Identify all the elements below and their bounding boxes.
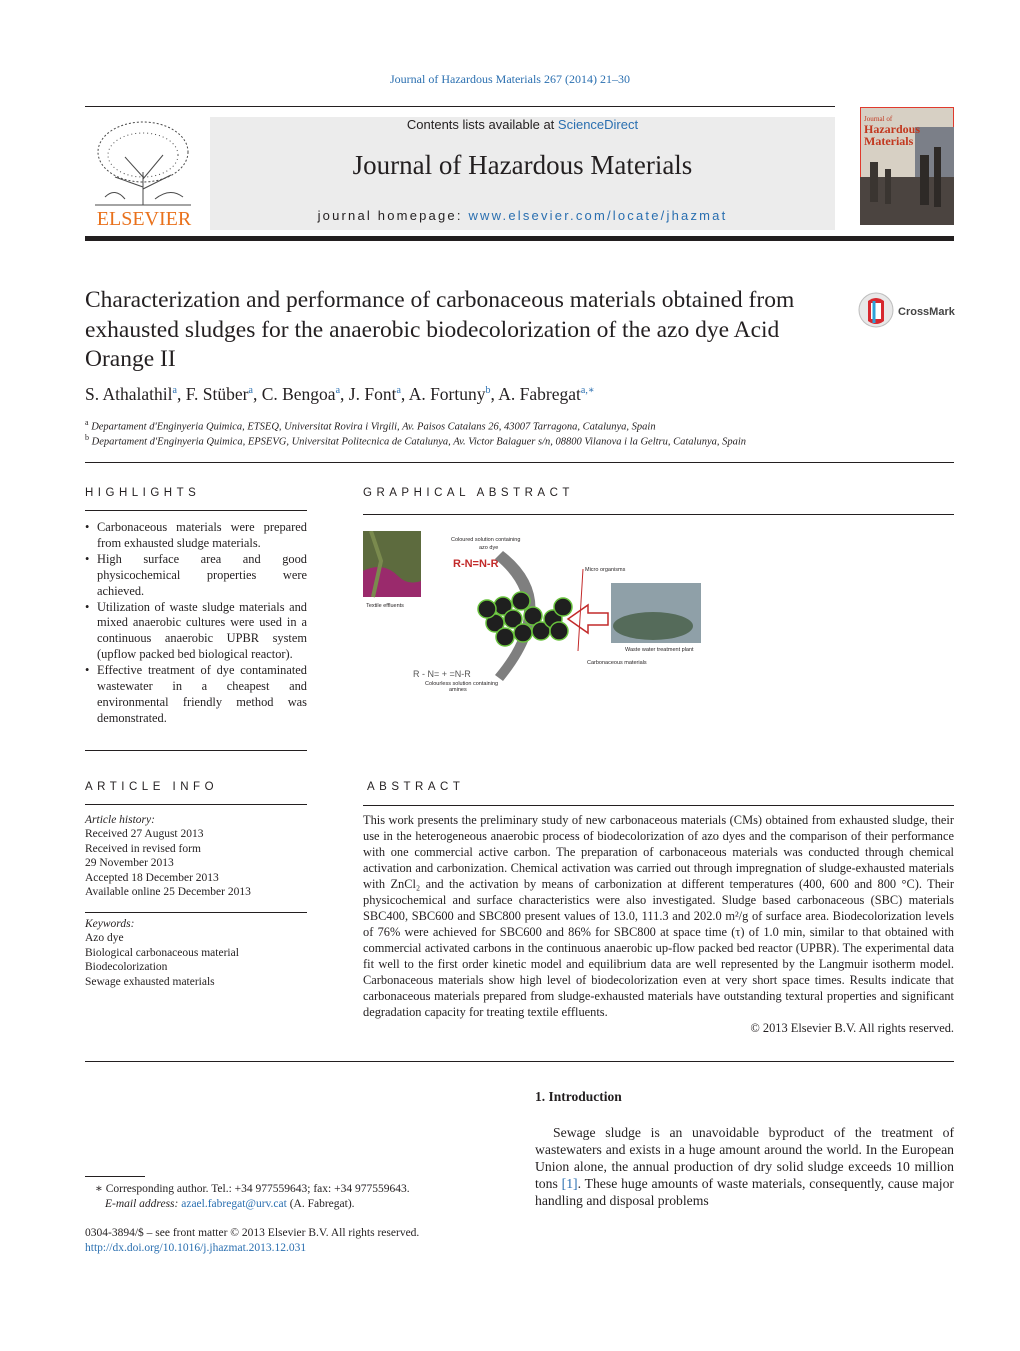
svg-text:Coloured solution containing: Coloured solution containing <box>451 537 521 543</box>
paper-title: Characterization and performance of carbonaceous materials obtained from exhausted sludges for the anaerobic biodecolorization of the azo dye Acid Orange II <box>85 287 795 372</box>
journal-title: Journal of Hazardous Materials <box>352 150 693 180</box>
sciencedirect-link[interactable]: ScienceDirect <box>557 117 639 132</box>
divider <box>85 750 307 751</box>
abstract-heading: ABSTRACT <box>367 781 465 793</box>
issn-line: 0304-3894/$ – see front matter © 2013 Elsevier B.V. All rights reserved. <box>85 1227 420 1239</box>
intro-text-part: Sewage sludge is an unavoidable byproduct of the treatment of wastewaters and exists in a huge amount around the world. In the European Union alone, the annual production of dry solid sludge exceeds 10 million tons <box>535 1125 954 1191</box>
crossmark-badge[interactable] <box>858 291 958 331</box>
keywords-label: Keywords: <box>85 918 135 930</box>
contents-prefix: Contents lists available at <box>406 117 558 132</box>
divider <box>85 1061 954 1062</box>
author-affiliation-mark[interactable]: a <box>172 385 177 397</box>
highlight-item: • High surface area and good physicochemical properties were achieved. <box>85 552 307 600</box>
history-entry: Accepted 18 December 2013 <box>85 871 219 884</box>
svg-text:Textile effluents: Textile effluents <box>366 603 404 609</box>
highlight-item: • Utilization of waste sludge materials and mixed anaerobic cultures were used in a continuous anaerobic UPBR system (upflow packed bed biological reactor). <box>85 600 307 664</box>
author-name: S. Athalathil <box>85 384 173 404</box>
highlights-list <box>85 520 307 727</box>
svg-text:Micro organisms: Micro organisms <box>585 567 626 573</box>
divider <box>363 805 954 806</box>
doi-link[interactable]: http://dx.doi.org/10.1016/j.jhazmat.2013.12.031 <box>85 1242 307 1254</box>
elsevier-tree-icon <box>85 117 203 229</box>
abstract-copyright: © 2013 Elsevier B.V. All rights reserved. <box>750 1021 954 1035</box>
contents-line <box>210 117 835 132</box>
graphical-abstract-heading: GRAPHICAL ABSTRACT <box>363 487 574 499</box>
introduction-heading: 1. Introduction <box>535 1089 622 1104</box>
author-list <box>85 384 955 405</box>
author-affiliation-mark[interactable]: b <box>485 385 491 397</box>
email-suffix: (A. Fabregat). <box>286 1197 355 1210</box>
history-entry: Received in revised form <box>85 842 201 855</box>
svg-text:azo dye: azo dye <box>479 545 499 551</box>
crossmark-icon <box>858 291 958 331</box>
homepage-link[interactable]: www.elsevier.com/locate/jhazmat <box>468 208 728 223</box>
journal-citation[interactable]: Journal of Hazardous Materials 267 (2014) 21–30 <box>390 72 630 86</box>
email-link[interactable]: azael.fabregat@urv.cat <box>181 1197 287 1210</box>
author-affiliation-mark[interactable]: a <box>335 385 341 397</box>
author-separator: , <box>400 384 409 404</box>
affiliation-b: $^b$ Departament d'Enginyeria Quimica, EPSEVG, Universitat Politecnica de Catalunya, Av. Victor Balaguer s/n, 08800 Vilanova i la Geltru, Catalunya, Spain <box>85 433 747 448</box>
highlight-item: • Effective treatment of dye contaminated wastewater in a cheapest and environmental friendly method was demonstrated. <box>85 663 307 727</box>
author-separator: , <box>340 384 349 404</box>
svg-text:Materials: Materials <box>864 134 914 148</box>
author-affiliation-mark[interactable]: a <box>248 385 253 397</box>
affiliation-a: $^a$ Departament d'Enginyeria Quimica, ETSEQ, Universitat Rovira i Virgili, Av. Paisos Catalans 26, 43007 Tarragona, Catalunya, Spain <box>85 418 656 433</box>
masthead-rule <box>85 236 954 241</box>
divider <box>85 462 954 463</box>
header-rule <box>85 106 835 107</box>
abstract-text: This work presents the preliminary study of new carbonaceous materials (CMs) obtained from exhausted sludge, their use in the heterogeneous anaerobic process of biodecolorization of azo dyes and the comparison of their performance with one commercial active carbon. The preparation of carbonaceous materials was conducted through chemical activation and carbonization. Chemical activation was carried out through impregnation of sludge-exhausted materials with ZnCl₂ and the activation by means of carbonization at different temperatures (400, 600 and 800 °C). Their physicochemical and surface characteristics were also investigated. Sludge based carbonaceous (SBC) materials SBC400, SBC600 and SBC800 present values of 13.0, 111.3 and 202.0 m²/g of surface area. Biodecolorization levels of 76% were achieved for SBC600 and 86% for SBC800 at space time (τ) of 1.0 min, similar to that obtained with commercial activated carbons in the continuous anaerobic up-flow packed bed reactor (UPBR). The experimental data fit well to the first order kinetic model and equilibrium data are well represented by the Langmuir isotherm model. Carbonaceous materials show high level of biodecolorization even at very short space times. Results indicate that carbonaceous materials prepared from sludge-exhausted materials have outstanding textural properties and significant degradation capacity for treating textile effluents. <box>363 813 954 1019</box>
keyword: Biological carbonaceous material <box>85 946 239 959</box>
keyword: Sewage exhausted materials <box>85 975 215 988</box>
email-label: E-mail address: <box>105 1197 179 1210</box>
svg-text:R - N= + =N-R: R - N= + =N-R <box>413 669 471 679</box>
history-entry: Received 27 August 2013 <box>85 828 204 841</box>
divider <box>85 510 307 511</box>
author-affiliation-mark[interactable]: a,∗ <box>580 385 595 397</box>
graphical-abstract-image <box>363 531 708 691</box>
highlights-heading: HIGHLIGHTS <box>85 487 201 499</box>
homepage-prefix: journal homepage: <box>317 208 469 223</box>
reference-link[interactable]: [1] <box>561 1176 578 1191</box>
journal-cover[interactable] <box>860 107 954 225</box>
svg-text:CrossMark: CrossMark <box>898 306 955 318</box>
author-name: A. Fortuny <box>408 384 486 404</box>
graphical-abstract-figure[interactable] <box>363 531 708 691</box>
svg-text:Waste water treatment plant: Waste water treatment plant <box>625 647 694 653</box>
publisher-wordmark: ELSEVIER <box>96 208 192 229</box>
homepage-line <box>210 208 835 223</box>
keyword: Azo dye <box>85 932 124 945</box>
author-affiliation-mark[interactable]: a <box>396 385 401 397</box>
intro-text-part: . These huge amounts of waste materials, consequently, cause major handling and disposal problems <box>535 1176 954 1208</box>
divider <box>363 514 954 515</box>
elsevier-logo[interactable] <box>85 117 203 229</box>
corresponding-text: ∗ Corresponding author. Tel.: +34 977559643; fax: +34 977559643. <box>95 1183 410 1195</box>
svg-text:Carbonaceous materials: Carbonaceous materials <box>587 660 647 666</box>
history-entry: Available online 25 December 2013 <box>85 886 251 899</box>
highlight-item: • Carbonaceous materials were prepared from exhausted sludge materials. <box>85 520 307 552</box>
introduction-text <box>535 1124 954 1209</box>
history-entry: 29 November 2013 <box>85 857 174 870</box>
history-label: Article history: <box>85 814 155 826</box>
footnote-rule <box>85 1176 145 1177</box>
keywords <box>85 917 307 989</box>
svg-text:Colourless solution containing: Colourless solution containing <box>425 681 499 687</box>
svg-text:Journal of: Journal of <box>864 115 893 123</box>
author-name: F. Stüber <box>185 384 249 404</box>
divider <box>85 912 307 913</box>
svg-text:amines: amines <box>449 687 467 691</box>
author-name: J. Font <box>348 384 397 404</box>
author-separator: , <box>252 384 262 404</box>
author-separator: , <box>176 384 186 404</box>
author-name: A. Fabregat <box>498 384 581 404</box>
svg-text:Hazardous: Hazardous <box>864 122 921 136</box>
svg-text:R-N=N-R: R-N=N-R <box>453 558 499 570</box>
divider <box>85 804 307 805</box>
keyword: Biodecolorization <box>85 961 168 974</box>
article-history <box>85 813 307 899</box>
author-name: C. Bengoa <box>261 384 336 404</box>
corresponding-author-note <box>85 1182 515 1211</box>
article-info-heading: ARTICLE INFO <box>85 781 219 793</box>
abstract-body <box>363 812 954 1036</box>
author-separator: , <box>490 384 499 404</box>
journal-cover-image <box>860 107 954 225</box>
